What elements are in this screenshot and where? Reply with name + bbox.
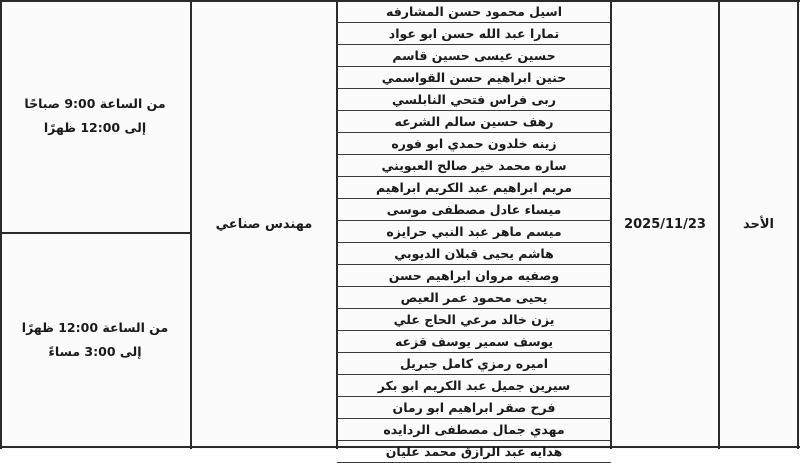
specialization-label: مهندس صناعي [215,217,313,232]
student-name: مهدي جمال مصطفى الردايده [383,422,565,437]
session-time-cell-2 [0,234,190,446]
session-2-time-end: إلى 3:00 مساءً [48,344,142,359]
student-name: ساره محمد خير صالح العبويني [381,158,567,173]
student-name: اميره رمزي كامل جبريل [399,356,549,371]
name-row [337,331,611,353]
student-name: ميساء عادل مصطفى موسى [386,202,562,217]
name-row [337,243,611,265]
name-row [337,221,611,243]
name-row [337,199,611,221]
student-name: زينه خلدون حمدي ابو فوره [391,136,557,151]
student-name: مريم ابراهيم عبد الكريم ابراهيم [375,180,573,195]
name-row [337,89,611,111]
student-name: ربى فراس فتحي النابلسي [392,92,556,107]
student-name: تمارا عبد الله حسن ابو عواد [388,26,560,41]
name-row [337,265,611,287]
name-row [337,287,611,309]
student-name: يوسف سمير يوسف قزعه [394,334,554,349]
exam-date: 2025/11/23 [624,217,706,232]
name-row [337,1,611,23]
name-row [337,397,611,419]
name-row [337,375,611,397]
student-name: ميسم ماهر عبد النبي حرايزه [386,224,562,239]
student-name: سيرين جميل عبد الكريم ابو بكر [377,378,571,393]
student-name: يزن خالد مرعي الحاج علي [393,312,555,327]
day-cell [720,0,797,449]
name-row [337,419,611,441]
name-row [337,111,611,133]
student-name: اسيل محمود حسن المشارفه [386,4,562,19]
student-name: فرح صقر ابراهيم ابو رمان [392,400,556,415]
name-row [337,177,611,199]
student-name: رهف حسين سالم الشرعه [394,114,554,129]
date-cell [612,0,718,449]
name-row [337,67,611,89]
session-2-time-start: من الساعة 12:00 ظهرًا [21,320,169,335]
table-border-right [797,0,799,449]
student-name: هاشم يحيى قبلان الديوبي [394,246,554,261]
student-name: وصفيه مروان ابراهيم حسن [388,268,560,283]
session-1-time-start: من الساعة 9:00 صباحًا [24,96,166,111]
student-name: هدايه عبد الرازق محمد عليان [385,444,563,459]
name-row [337,441,611,463]
student-name: حسين عيسى حسين قاسم [392,48,556,63]
session-time-cell-1 [0,0,190,232]
specialization-cell [192,0,336,449]
names-column [337,0,611,459]
student-name: حنين ابراهيم حسن القواسمي [381,70,567,85]
name-row [337,23,611,45]
name-row [337,309,611,331]
name-row [337,155,611,177]
student-name: يحيى محمود عمر العيص [400,290,548,305]
name-row [337,353,611,375]
name-row [337,133,611,155]
name-row [337,45,611,67]
session-1-time-end: إلى 12:00 ظهرًا [43,120,147,135]
exam-day: الأحد [743,217,775,232]
